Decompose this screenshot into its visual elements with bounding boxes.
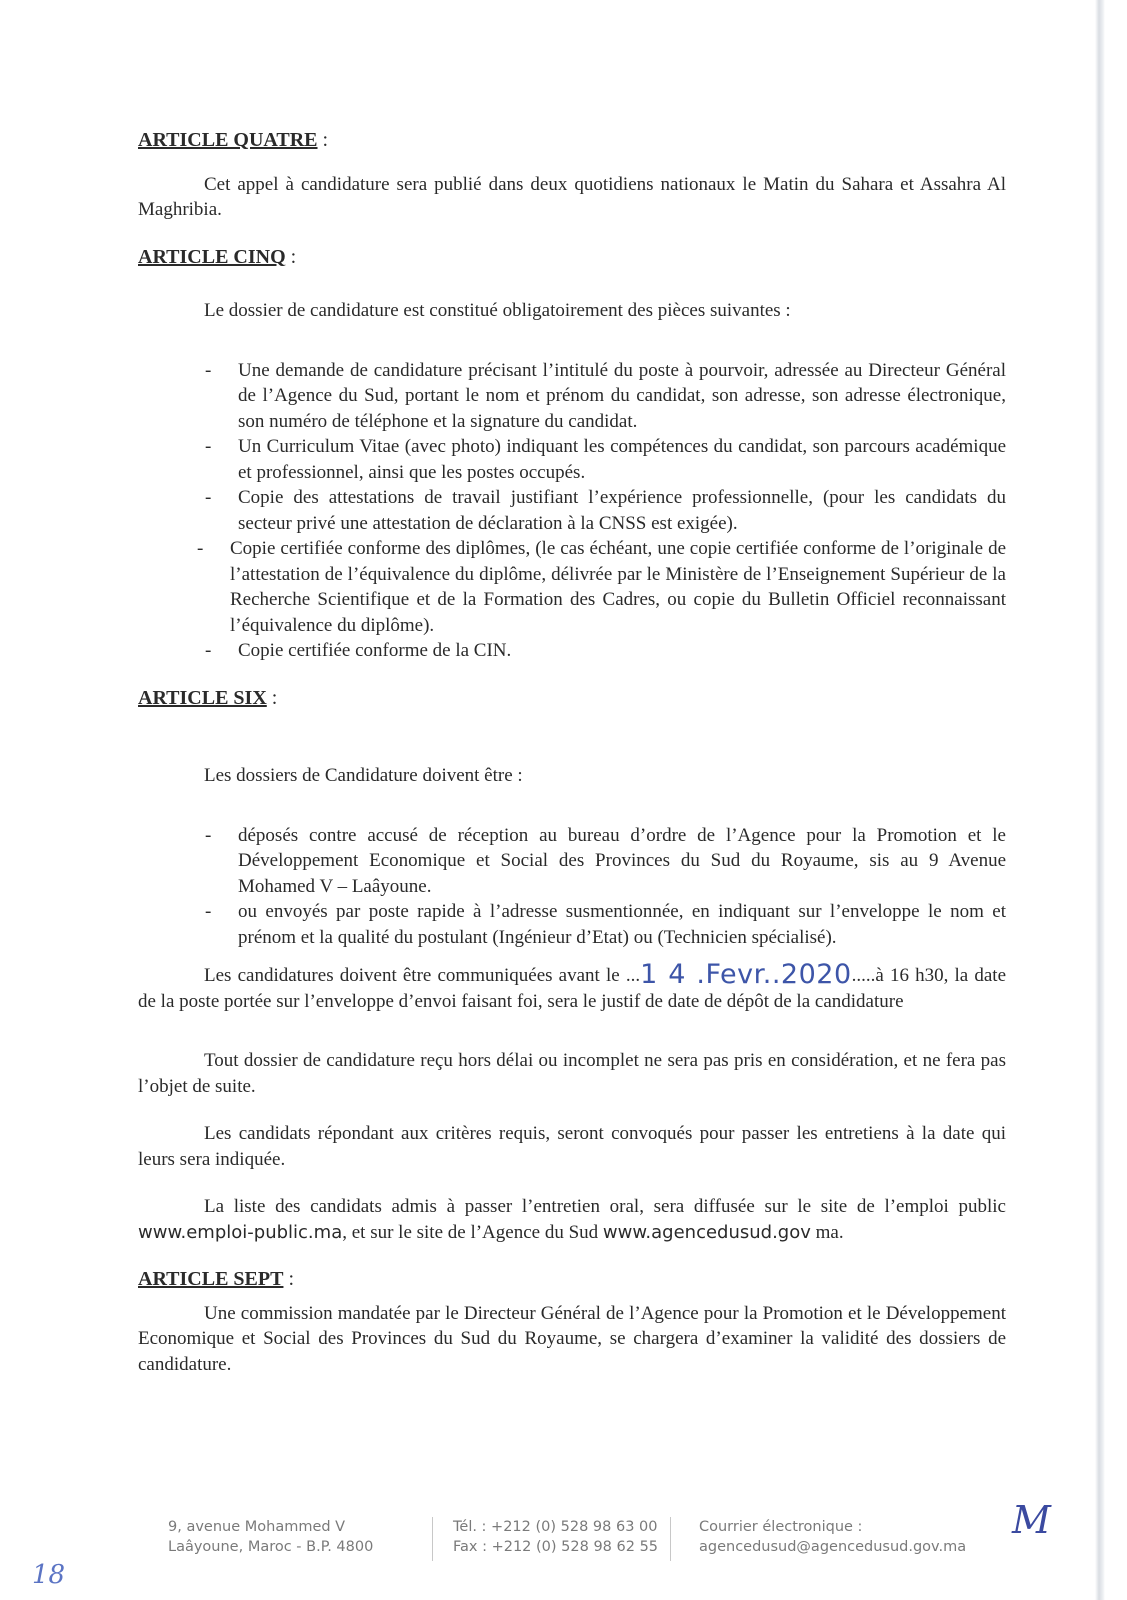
footer-email-label: Courrier électronique :	[699, 1519, 863, 1535]
page-footer	[168, 1517, 968, 1567]
handwritten-page-mark: 18	[32, 1560, 66, 1590]
footer-phone	[432, 1517, 658, 1561]
list-item: - déposés contre accusé de réception au bureau d’ordre de l’Agence pour la Promotion et le Développement Economique et Social des Provinces du Sud du Royaume, sis au 9 Avenue Mohamed V – Laâyoune.	[238, 823, 1006, 900]
article-7-colon: :	[283, 1268, 295, 1290]
list-item: - Un Curriculum Vitae (avec photo) indiquant les compétences du candidat, son parcours académique et professionnel, ainsi que les postes occupés.	[238, 434, 1006, 485]
footer-email-address: agencedusud@agencedusud.gov.ma	[699, 1539, 967, 1555]
handwritten-initials: M	[1012, 1498, 1051, 1542]
article-7-heading	[138, 1267, 1006, 1293]
list-text-mid: , et sur le site de l’Agence du Sud	[342, 1221, 603, 1243]
article-6-colon: :	[266, 686, 278, 709]
agence-url: www.agencedusud.gov	[602, 1221, 811, 1243]
late-notice: Tout dossier de candidature reçu hors délai ou incomplet ne sera pas pris en considération, et ne fera pas l’objet de suite.	[138, 1050, 1006, 1097]
deadline-after: .....à 16 h30, la date de la poste portée sur l’enveloppe d’envoi faisant foi, sera le justif de date de dépôt de la candidature	[138, 965, 1007, 1012]
footer-address-line1: 9, avenue Mohammed V	[168, 1519, 346, 1535]
article-6-list	[138, 823, 1006, 951]
list-item: - Copie certifiée conforme de la CIN.	[238, 638, 1006, 664]
article-4-heading	[138, 128, 1006, 154]
deadline-paragraph	[138, 960, 1006, 1014]
footer-fax: Fax : +212 (0) 528 98 62 55	[453, 1539, 659, 1555]
list-text-before: La liste des candidats admis à passer l’entretien oral, sera diffusée sur le site de l’emploi public	[204, 1196, 1006, 1217]
candidate-list-notice	[138, 1194, 1006, 1245]
list-item: - Copie des attestations de travail justifiant l’expérience professionnelle, (pour les candidats du secteur privé une attestation de déclaration à la CNSS est exigée).	[238, 485, 1006, 536]
scan-edge	[1095, 0, 1105, 1600]
document-page	[138, 128, 1006, 1377]
list-item: - Une demande de candidature précisant l’intitulé du poste à pourvoir, adressée au Directeur Général de l’Agence du Sud, portant le nom et prénom du candidat, son adresse, son adresse électronique, son numéro de téléphone et la signature du candidat.	[238, 358, 1006, 435]
article-5-list	[138, 358, 1006, 664]
article-6-intro: Les dossiers de Candidature doivent être :	[204, 765, 523, 786]
footer-address	[168, 1517, 373, 1557]
footer-email	[670, 1517, 966, 1561]
article-4-colon: :	[317, 129, 329, 151]
list-item: - ou envoyés par poste rapide à l’adresse susmentionnée, en indiquant sur l’enveloppe le nom et prénom et la qualité du postulant (Ingénieur d’Etat) ou (Technicien spécialisé).	[238, 899, 1006, 950]
article-7-text: Une commission mandatée par le Directeur Général de l’Agence pour la Promotion et le Développement Economique et Social des Provinces du Sud du Royaume, se chargera d’examiner la validité des dossiers de candidature.	[138, 1302, 1006, 1375]
handwritten-deadline-date: 1 4 .Fevr..2020	[640, 959, 852, 990]
convocation-notice: Les candidats répondant aux critères requis, seront convoqués pour passer les entretiens à la date qui leurs sera indiquée.	[138, 1123, 1006, 1170]
article-5-intro: Le dossier de candidature est constitué obligatoirement des pièces suivantes :	[204, 300, 791, 321]
article-6-title: ARTICLE SIX	[138, 686, 267, 709]
footer-tel: Tél. : +212 (0) 528 98 63 00	[453, 1519, 658, 1535]
list-text-end: ma.	[810, 1221, 844, 1243]
article-5-colon: :	[285, 245, 297, 268]
list-item: - Copie certifiée conforme des diplômes, (le cas échéant, une copie certifiée conforme de l’originale de l’attestation de l’équivalence du diplôme, délivrée par le Ministère de l’Enseignement Supérieur de la Recherche Scientifique et de la Formation des Cadres, ou copie du Bulletin Officiel reconnaissant l’équivalence du diplôme).	[230, 536, 1006, 638]
article-4-text: Cet appel à candidature sera publié dans deux quotidiens nationaux le Matin du Sahara et Assahra Al Maghribia.	[138, 173, 1006, 220]
article-4-title: ARTICLE QUATRE	[138, 129, 318, 151]
article-7-title: ARTICLE SEPT	[138, 1268, 284, 1290]
deadline-before: Les candidatures doivent être communiquées avant le ...	[204, 965, 641, 986]
article-6-heading	[138, 686, 1006, 712]
emploi-public-url: www.emploi-public.ma	[138, 1221, 343, 1243]
article-5-heading	[138, 245, 1006, 271]
article-5-title: ARTICLE CINQ	[138, 245, 286, 268]
footer-address-line2: Laâyoune, Maroc - B.P. 4800	[168, 1539, 374, 1555]
